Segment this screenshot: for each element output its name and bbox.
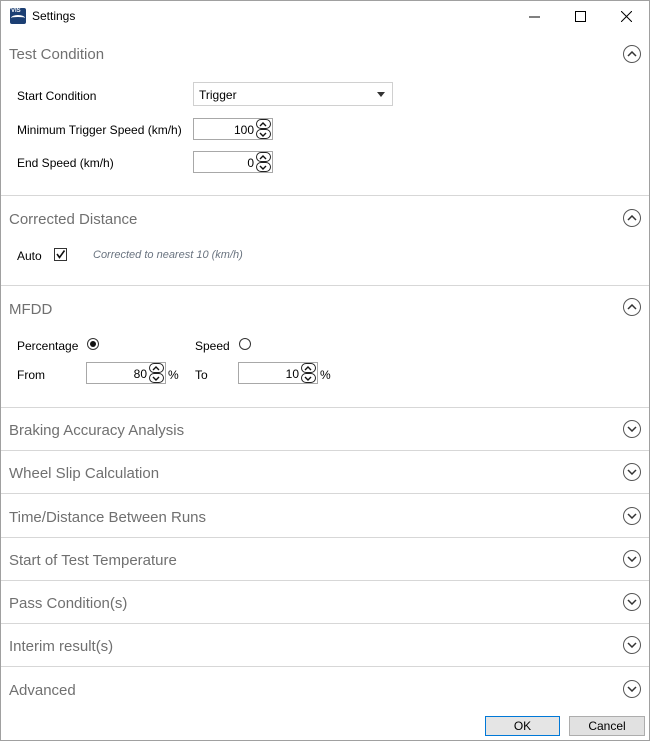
ok-button[interactable]: OK bbox=[485, 716, 560, 736]
from-value: 80 bbox=[133, 367, 147, 381]
end-speed-label: End Speed (km/h) bbox=[17, 156, 114, 170]
section-title-corrected-distance: Corrected Distance bbox=[9, 211, 138, 228]
section-start-of-test-temperature[interactable] bbox=[1, 538, 649, 581]
maximize-button[interactable] bbox=[557, 1, 603, 32]
collapse-mfdd-button[interactable] bbox=[623, 298, 641, 316]
auto-label: Auto bbox=[17, 249, 42, 263]
chevron-down-icon bbox=[627, 556, 637, 562]
to-label: To bbox=[195, 368, 208, 382]
corrected-note: Corrected to nearest 10 (km/h) bbox=[93, 249, 243, 261]
decrement-button[interactable] bbox=[148, 373, 164, 383]
start-condition-label: Start Condition bbox=[17, 89, 97, 103]
section-title: Advanced bbox=[9, 682, 76, 699]
close-button[interactable] bbox=[603, 1, 649, 32]
increment-button[interactable] bbox=[300, 363, 316, 373]
section-braking-accuracy-analysis[interactable] bbox=[1, 408, 649, 451]
section-title-test-condition: Test Condition bbox=[9, 46, 105, 63]
to-value: 10 bbox=[285, 367, 299, 381]
section-time-distance-between-runs[interactable] bbox=[1, 494, 649, 538]
chevron-down-icon bbox=[627, 686, 637, 692]
dropdown-arrow-icon bbox=[377, 92, 385, 97]
chevron-down-icon bbox=[627, 426, 637, 432]
expand-button[interactable] bbox=[623, 463, 641, 481]
section-title: Interim result(s) bbox=[9, 638, 114, 655]
chevron-down-icon bbox=[627, 599, 637, 605]
chevron-up-icon bbox=[304, 366, 312, 371]
chevron-up-icon bbox=[627, 51, 637, 57]
from-stepper[interactable] bbox=[86, 362, 166, 384]
section-test-condition bbox=[1, 32, 649, 196]
collapse-test-condition-button[interactable] bbox=[623, 45, 641, 63]
chevron-down-icon bbox=[627, 642, 637, 648]
section-title: Start of Test Temperature bbox=[9, 552, 177, 569]
start-condition-value: Trigger bbox=[199, 88, 237, 102]
app-logo-icon bbox=[10, 8, 26, 24]
title-bar bbox=[1, 1, 649, 32]
section-pass-conditions[interactable] bbox=[1, 581, 649, 624]
decrement-button[interactable] bbox=[300, 373, 316, 383]
expand-button[interactable] bbox=[623, 680, 641, 698]
expand-button[interactable] bbox=[623, 507, 641, 525]
chevron-down-icon bbox=[259, 132, 267, 137]
chevron-down-icon bbox=[152, 376, 160, 381]
collapse-corrected-distance-button[interactable] bbox=[623, 209, 641, 227]
percentage-radio[interactable] bbox=[87, 338, 99, 350]
chevron-up-icon bbox=[152, 366, 160, 371]
chevron-up-icon bbox=[259, 155, 267, 160]
chevron-up-icon bbox=[627, 304, 637, 310]
section-corrected-distance bbox=[1, 196, 649, 286]
end-speed-value: 0 bbox=[247, 156, 254, 170]
section-interim-results[interactable] bbox=[1, 624, 649, 667]
expand-button[interactable] bbox=[623, 636, 641, 654]
chevron-down-icon bbox=[627, 513, 637, 519]
start-condition-select[interactable] bbox=[193, 82, 393, 106]
increment-button[interactable] bbox=[255, 119, 271, 129]
maximize-icon bbox=[575, 11, 586, 22]
expand-button[interactable] bbox=[623, 550, 641, 568]
min-trigger-speed-stepper[interactable] bbox=[193, 118, 273, 140]
window-title: Settings bbox=[32, 9, 76, 23]
app-logo-text: VIS bbox=[11, 8, 21, 14]
close-icon bbox=[621, 11, 632, 22]
min-trigger-speed-value: 100 bbox=[233, 123, 254, 137]
min-trigger-speed-label: Minimum Trigger Speed (km/h) bbox=[17, 123, 182, 137]
percentage-label: Percentage bbox=[17, 339, 79, 353]
expand-button[interactable] bbox=[623, 420, 641, 438]
expand-button[interactable] bbox=[623, 593, 641, 611]
section-title-mfdd: MFDD bbox=[9, 301, 53, 318]
minimize-icon bbox=[529, 11, 540, 22]
increment-button[interactable] bbox=[148, 363, 164, 373]
section-title: Time/Distance Between Runs bbox=[9, 509, 207, 526]
speed-label: Speed bbox=[195, 339, 230, 353]
minimize-button[interactable] bbox=[511, 1, 557, 32]
end-speed-stepper[interactable] bbox=[193, 151, 273, 173]
section-advanced[interactable] bbox=[1, 667, 649, 711]
chevron-up-icon bbox=[627, 215, 637, 221]
auto-checkbox[interactable] bbox=[54, 248, 67, 261]
decrement-button[interactable] bbox=[255, 129, 271, 139]
to-unit: % bbox=[320, 368, 331, 382]
decrement-button[interactable] bbox=[255, 162, 271, 172]
to-stepper[interactable] bbox=[238, 362, 318, 384]
cancel-button[interactable]: Cancel bbox=[569, 716, 645, 736]
section-title: Pass Condition(s) bbox=[9, 595, 128, 612]
increment-button[interactable] bbox=[255, 152, 271, 162]
speed-radio[interactable] bbox=[239, 338, 251, 350]
section-wheel-slip-calculation[interactable] bbox=[1, 451, 649, 494]
chevron-down-icon bbox=[259, 165, 267, 170]
checkmark-icon bbox=[55, 249, 66, 260]
chevron-down-icon bbox=[304, 376, 312, 381]
section-title: Braking Accuracy Analysis bbox=[9, 422, 185, 439]
from-unit: % bbox=[168, 368, 179, 382]
chevron-up-icon bbox=[259, 122, 267, 127]
from-label: From bbox=[17, 368, 45, 382]
section-title: Wheel Slip Calculation bbox=[9, 465, 160, 482]
chevron-down-icon bbox=[627, 469, 637, 475]
